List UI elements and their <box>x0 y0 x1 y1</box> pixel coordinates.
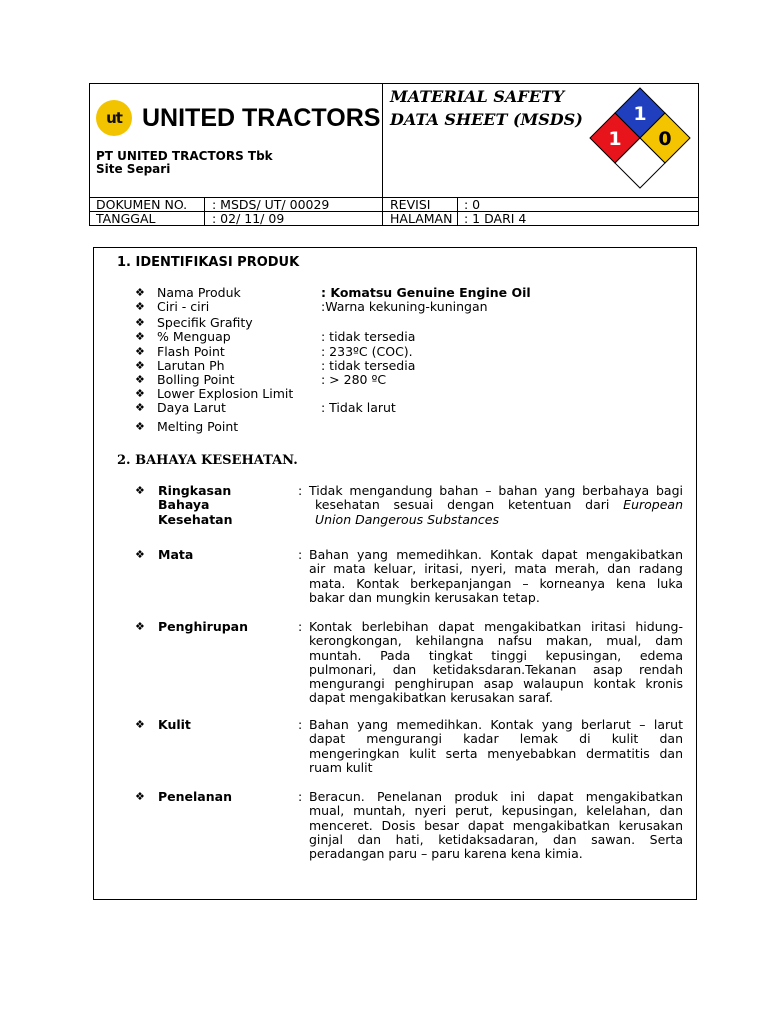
property-label: Nama Produk <box>157 285 241 300</box>
hazard-text-line: menceret. Dosis besar dapat mengakibatkan kerusakan <box>309 817 683 833</box>
revision-label: REVISI <box>390 197 431 212</box>
section1-title: 1. IDENTIFIKASI PRODUK <box>117 255 300 270</box>
date-value: : 02/ 11/ 09 <box>212 211 285 226</box>
hazard-label: Ringkasan <box>158 483 232 498</box>
hazard-description <box>309 548 683 605</box>
revision-value: : 0 <box>464 197 481 212</box>
property-value: :Warna kekuning-kuningan <box>321 299 488 314</box>
company-name: PT UNITED TRACTORS Tbk <box>96 149 273 163</box>
page-value: : 1 DARI 4 <box>464 211 527 226</box>
document-title-line1: MATERIAL SAFETY <box>390 87 565 106</box>
section2-title: 2. BAHAYA KESEHATAN. <box>117 453 298 468</box>
property-value: : Tidak larut <box>321 400 396 415</box>
hazard-text-line: mual, muntah, nyeri perut, kepusingan, kelelahan, dan <box>309 803 683 819</box>
hazard-text-line: bakar dan mungkin kerusakan tetap. <box>309 589 540 605</box>
header-divider <box>382 83 383 226</box>
hazard-text-line: mengeringkan kulit serta menyebabkan dermatitis dan <box>309 745 683 761</box>
hazard-colon: : <box>298 483 303 498</box>
hazard-text-line: mata. Kontak berkepanjangan – korneanya kena luka <box>309 575 683 591</box>
hazard-text-line: dapat mengurangi kadar lemak di kulit dan <box>309 731 683 747</box>
page-label: HALAMAN <box>390 211 453 226</box>
bullet-icon: ❖ <box>135 345 145 358</box>
hazard-label: Penghirupan <box>158 619 249 634</box>
meta-col-line-1 <box>204 197 205 226</box>
property-label: Larutan Ph <box>157 358 225 373</box>
site-name: Site Separi <box>96 162 171 176</box>
property-label: Melting Point <box>157 419 239 434</box>
bullet-icon: ❖ <box>135 790 145 803</box>
hazard-description <box>309 484 683 527</box>
property-value: : > 280 ºC <box>321 372 387 387</box>
hazard-label: Kesehatan <box>158 511 233 527</box>
hazard-text-italic: Union Dangerous Substances <box>315 511 499 527</box>
bullet-icon: ❖ <box>135 286 145 299</box>
bullet-icon: ❖ <box>135 373 145 386</box>
hazard-text-italic: European <box>623 497 683 513</box>
hazard-text-line: kerongkongan, kehilangna nafsu makan, mual, dam <box>309 633 683 649</box>
hazard-text-line: Tidak mengandung bahan – bahan yang berbahaya bagi <box>309 483 683 498</box>
date-label: TANGGAL <box>96 211 156 226</box>
hazard-text-line: pulmonari, dan ketidaksdaran.Tekanan asap rendah <box>309 661 683 677</box>
hazard-colon: : <box>298 619 303 634</box>
nfpa-reactivity-value: 0 <box>658 128 672 150</box>
hazard-colon: : <box>298 717 303 732</box>
hazard-text-line: dapat mengakibatkan kerusakan saraf. <box>309 690 553 706</box>
doc-number-label: DOKUMEN NO. <box>96 197 188 212</box>
property-label: Ciri - ciri <box>157 299 210 314</box>
ut-logo-icon <box>96 100 132 136</box>
property-label: Bolling Point <box>157 372 235 387</box>
property-label: % Menguap <box>157 329 231 344</box>
hazard-text-line: Bahan yang memedihkan. Kontak dapat mengakibatkan <box>309 547 683 562</box>
nfpa-flammability-value: 1 <box>608 128 622 150</box>
hazard-description <box>309 718 683 775</box>
hazard-text-line: mengurangi penghirupan asap walaupun kontak kronis <box>309 676 683 692</box>
hazard-text-line: air mata keluar, iritasi, nyeri, mata merah, dan radang <box>309 561 683 577</box>
logo-mark: ut <box>106 109 122 127</box>
hazard-label: Kulit <box>158 717 191 732</box>
property-value: : Komatsu Genuine Engine Oil <box>321 285 531 300</box>
property-value: : 233ºC (COC). <box>321 344 413 359</box>
property-value: : tidak tersedia <box>321 329 416 344</box>
hazard-text-line: kesehatan sesuai dengan ketentuan dari European <box>315 497 683 513</box>
meta-col-line-2 <box>457 197 458 226</box>
property-label: Lower Explosion Limit <box>157 386 294 401</box>
bullet-icon: ❖ <box>135 484 145 497</box>
property-label: Specifik Grafity <box>157 315 253 330</box>
hazard-label: Penelanan <box>158 789 232 804</box>
bullet-icon: ❖ <box>135 401 145 414</box>
bullet-icon: ❖ <box>135 359 145 372</box>
hazard-description <box>309 620 683 706</box>
nfpa-diamond-icon <box>587 87 693 189</box>
hazard-text-line: peradangan paru – paru karena kena kimia. <box>309 846 583 862</box>
hazard-text-line <box>309 513 683 527</box>
bullet-icon: ❖ <box>135 387 145 400</box>
bullet-icon: ❖ <box>135 316 145 329</box>
hazard-text-line: Bahan yang memedihkan. Kontak yang berlarut – larut <box>309 717 683 732</box>
hazard-colon: : <box>298 547 303 562</box>
hazard-colon: : <box>298 789 303 804</box>
hazard-label: Mata <box>158 547 194 562</box>
hazard-text-line: ruam kulit <box>309 759 373 775</box>
document-title-line2: DATA SHEET (MSDS) <box>390 110 583 129</box>
doc-number-value: : MSDS/ UT/ 00029 <box>212 197 330 212</box>
nfpa-health-value: 1 <box>633 103 647 125</box>
bullet-icon: ❖ <box>135 300 145 313</box>
bullet-icon: ❖ <box>135 718 145 731</box>
property-label: Daya Larut <box>157 400 226 415</box>
hazard-label: Bahaya <box>158 497 210 513</box>
hazard-text-line: muntah. Pada tingkat tinggi kepusingan, edema <box>309 647 683 663</box>
hazard-text-line: Kontak berlebihan dapat mengakibatkan iritasi hidung- <box>309 619 683 634</box>
hazard-text-line: Beracun. Penelanan produk ini dapat mengakibatkan <box>309 789 683 804</box>
hazard-description <box>309 790 683 861</box>
hazard-text-line: ginjal dan hati, ketidaksadaran, dan sawan. Serta <box>309 831 683 847</box>
company-logo-text: UNITED TRACTORS <box>142 104 381 132</box>
bullet-icon: ❖ <box>135 548 145 561</box>
bullet-icon: ❖ <box>135 620 145 633</box>
bullet-icon: ❖ <box>135 330 145 343</box>
bullet-icon: ❖ <box>135 420 145 433</box>
property-value: : tidak tersedia <box>321 358 416 373</box>
property-label: Flash Point <box>157 344 225 359</box>
